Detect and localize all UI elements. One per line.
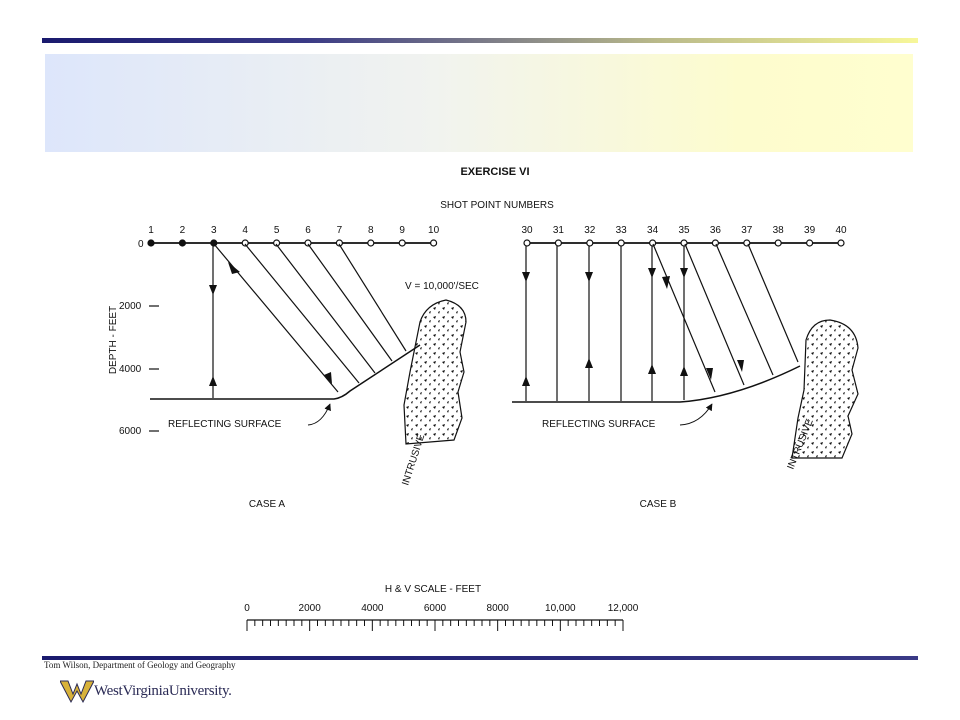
shot-point-label: 10 [428, 225, 440, 236]
shot-point-label: 6 [305, 225, 311, 236]
shot-point-label: 32 [584, 225, 596, 236]
shot-point-label: 1 [148, 225, 154, 236]
scale-label: 10,000 [545, 603, 576, 614]
scale-label: 12,000 [607, 603, 639, 614]
case-a-reflector [150, 345, 420, 399]
shot-point-label: 7 [336, 225, 343, 236]
case-b-caption: CASE B [639, 499, 677, 510]
shot-point-label: 40 [835, 225, 847, 236]
case-a-intrusive-body [404, 300, 466, 444]
depth-ticks [119, 239, 159, 437]
case-b-reflector-label: REFLECTING SURFACE [542, 419, 656, 430]
shot-point-label: 33 [615, 225, 627, 236]
case-b-vertical-rays [526, 246, 684, 401]
depth-axis-label: DEPTH - FEET [108, 305, 119, 375]
shot-point-marker [211, 240, 217, 246]
shot-point-label: 31 [552, 225, 564, 236]
case-b-panel [512, 225, 858, 510]
shot-point-label: 30 [521, 225, 533, 236]
shot-point-label: 37 [741, 225, 753, 236]
scale-label: 2000 [298, 603, 321, 614]
shot-point-marker [775, 240, 781, 246]
footer-credit: Tom Wilson, Department of Geology and Geography [44, 660, 236, 670]
shot-point-label: 36 [709, 225, 721, 236]
case-a-caption: CASE A [248, 499, 286, 510]
case-a-inclined-rays [214, 244, 406, 392]
scale-label: 8000 [486, 603, 509, 614]
shot-point-label: 35 [678, 225, 690, 236]
shot-point-marker [650, 240, 656, 246]
wvu-flying-wv-icon [60, 678, 94, 704]
case-a-reflector-label: REFLECTING SURFACE [168, 419, 282, 430]
scale-label: 4000 [361, 603, 384, 614]
shot-point-marker [838, 240, 844, 246]
case-b-inclined-rays [653, 244, 798, 392]
wvu-logo-text: WestVirginiaUniversity. [94, 682, 232, 699]
shot-point-marker [555, 240, 561, 246]
depth-tick: 2000 [119, 301, 142, 312]
shot-point-marker [431, 240, 437, 246]
shot-point-label: 3 [211, 225, 217, 236]
shot-point-marker [368, 240, 374, 246]
shot-point-marker [179, 240, 185, 246]
shot-point-label: 8 [368, 225, 374, 236]
case-b-intrusive-label: INTRUSIVE [785, 417, 816, 472]
shot-point-marker [148, 240, 154, 246]
shot-point-label: 38 [772, 225, 784, 236]
velocity-label: V = 10,000'/SEC [405, 281, 479, 292]
figure-subtitle: SHOT POINT NUMBERS [440, 200, 554, 211]
depth-tick: 6000 [119, 426, 142, 437]
shot-point-label: 5 [273, 225, 280, 236]
case-b-reflector [512, 366, 800, 402]
case-a-panel [148, 225, 479, 510]
shot-point-label: 4 [242, 225, 248, 236]
shot-point-marker [807, 240, 813, 246]
scale-title: H & V SCALE - FEET [384, 584, 482, 595]
shot-point-marker [587, 240, 593, 246]
depth-tick: 0 [138, 239, 144, 250]
figure-title: EXERCISE VI [460, 166, 530, 178]
scale-label: 6000 [423, 603, 447, 614]
shot-point-label: 2 [179, 225, 186, 236]
case-a-intrusive-label: INTRUSIVE [400, 432, 428, 487]
shot-point-marker [305, 240, 311, 246]
shot-point-label: 9 [399, 225, 405, 236]
shot-point-marker [524, 240, 530, 246]
depth-tick: 4000 [119, 364, 142, 375]
shot-point-marker [399, 240, 405, 246]
scale-bar [244, 584, 639, 631]
shot-point-marker [712, 240, 718, 246]
shot-point-label: 34 [647, 225, 659, 236]
wvu-logo [60, 676, 232, 706]
shot-point-label: 39 [804, 225, 816, 236]
shot-point-marker [618, 240, 624, 246]
scale-label: 0 [244, 603, 250, 614]
